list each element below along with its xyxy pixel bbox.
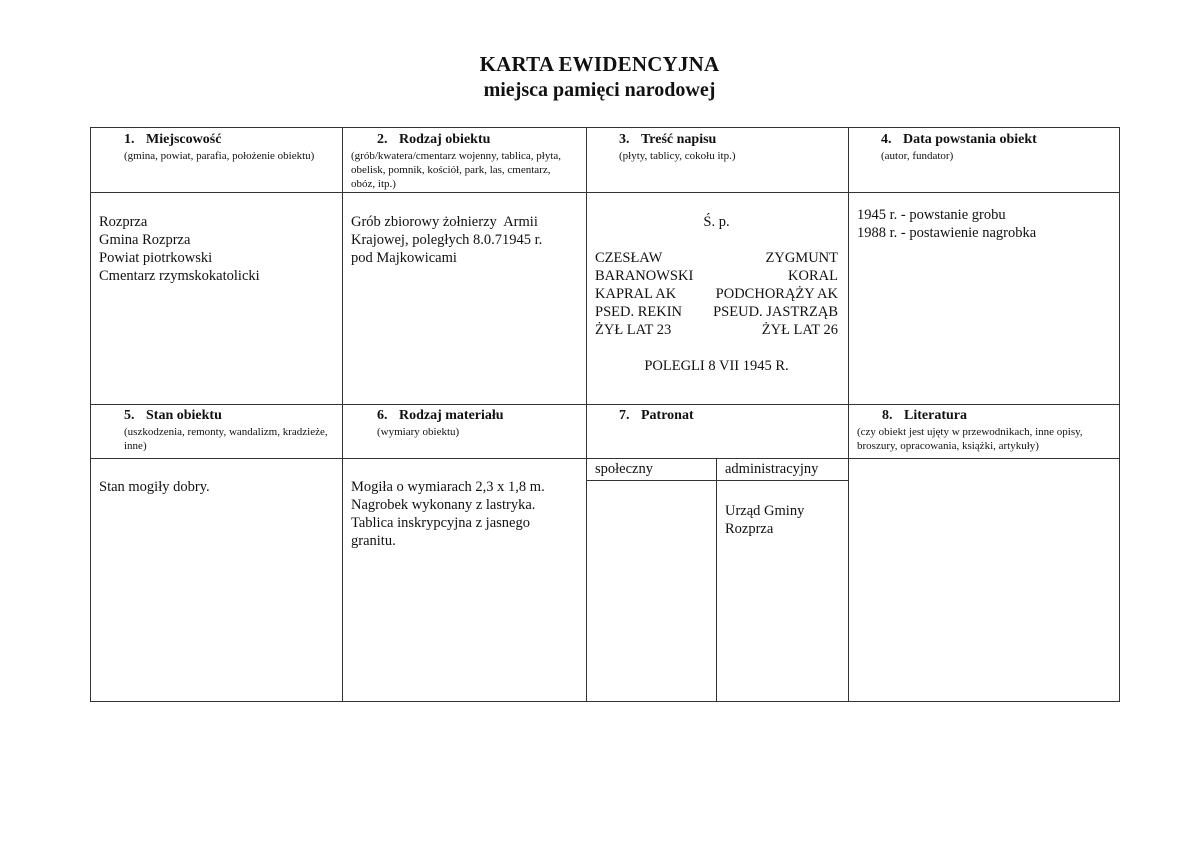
object-type-line: Grób zbiorowy żołnierzy Armii [351, 214, 538, 230]
header-subtitle: (autor, fundator) [881, 150, 954, 162]
header-material [343, 405, 586, 439]
inscription-left: KAPRAL AK [595, 286, 677, 302]
object-type-line: pod Majkowicami [351, 250, 457, 266]
header-literature [849, 405, 1119, 453]
condition-cell [91, 459, 342, 496]
material-line: Nagrobek wykonany z lastryka. [351, 497, 536, 513]
patronage-admin-label [717, 459, 848, 478]
header-title: Rodzaj obiektu [399, 132, 491, 147]
header-subtitle: (płyty, tablicy, cokołu itp.) [619, 150, 736, 162]
inscription-right: KORAL [788, 268, 838, 284]
header-title: Patronat [641, 408, 694, 423]
inscription-left: ŻYŁ LAT 23 [595, 322, 672, 338]
inscription-left: PSED. REKIN [595, 304, 683, 320]
inscription-left: CZESŁAW [595, 250, 663, 266]
inscription-right: ZYGMUNT [765, 250, 838, 266]
location-line: Powiat piotrkowski [99, 250, 213, 266]
patronage-admin-value [717, 481, 848, 538]
object-type-line: Krajowej, poległych 8.0.71945 r. [351, 232, 543, 248]
header-subtitle: (czy obiekt jest ujęty w przewodnikach, inne opisy, broszury, opracowania, książki, artykuły) [857, 426, 1083, 452]
condition-text: Stan mogiły dobry. [99, 479, 210, 495]
header-location [91, 128, 342, 163]
header-object-type [343, 128, 586, 191]
header-number: 4. [881, 132, 892, 147]
literature-cell [849, 459, 1119, 478]
admin-line: Urząd Gminy [725, 503, 805, 519]
material-line: Tablica inskrypcyjna z jasnego [351, 515, 530, 531]
location-line: Rozprza [99, 214, 148, 230]
header-subtitle: (wymiary obiektu) [377, 426, 460, 438]
inscription-row [595, 285, 838, 303]
header-title: Rodzaj materiału [399, 408, 504, 423]
page-subtitle: miejsca pamięci narodowej [483, 79, 716, 101]
inscription-row [595, 321, 838, 339]
inscription-row [595, 249, 838, 267]
header-title: Stan obiektu [146, 408, 222, 423]
header-inscription [587, 128, 848, 163]
header-number: 8. [882, 408, 893, 423]
header-title: Miejscowość [146, 132, 222, 147]
header-condition [91, 405, 342, 453]
header-title: Treść napisu [641, 132, 717, 147]
social-label: społeczny [595, 461, 653, 477]
creation-date-cell [849, 193, 1119, 242]
header-subtitle: (gmina, powiat, parafia, położenie obiektu) [124, 150, 315, 162]
header-title: Data powstania obiekt [903, 132, 1037, 147]
material-line: Mogiła o wymiarach 2,3 x 1,8 m. [351, 479, 545, 495]
header-creation-date [849, 128, 1119, 163]
header-number: 2. [377, 132, 388, 147]
date-line: 1988 r. - postawienie nagrobka [857, 225, 1037, 241]
inscription-heading: Ś. p. [703, 214, 730, 230]
location-cell [91, 193, 342, 285]
material-cell [343, 459, 586, 550]
admin-line: Rozprza [725, 521, 774, 537]
inscription-cell [587, 193, 848, 375]
page-title: KARTA EWIDENCYJNA [479, 52, 720, 76]
inscription-row [595, 267, 838, 285]
admin-label: administracyjny [725, 461, 819, 477]
header-subtitle: (grób/kwatera/cmentarz wojenny, tablica, płyta, obelisk, pomnik, kościół, park, las, cmentarz, obóz, itp.) [351, 150, 562, 190]
patronage-social-label [587, 459, 716, 478]
inscription-right: PSEUD. JASTRZĄB [713, 304, 838, 320]
header-title: Literatura [904, 408, 967, 423]
record-table [90, 127, 1120, 702]
header-number: 7. [619, 408, 630, 423]
date-line: 1945 r. - powstanie grobu [857, 207, 1006, 223]
material-line: granitu. [351, 533, 396, 549]
inscription-right: PODCHORĄŻY AK [715, 286, 838, 302]
header-number: 1. [124, 132, 135, 147]
header-subtitle: (uszkodzenia, remonty, wandalizm, kradzieże, inne) [124, 426, 328, 452]
location-line: Gmina Rozprza [99, 232, 191, 248]
inscription-row [595, 303, 838, 321]
location-line: Cmentarz rzymskokatolicki [99, 268, 260, 284]
header-number: 3. [619, 132, 630, 147]
object-type-cell [343, 193, 586, 267]
inscription-right: ŻYŁ LAT 26 [761, 322, 838, 338]
header-number: 5. [124, 408, 135, 423]
patronage-social-value [587, 481, 716, 499]
header-patronage [587, 405, 848, 424]
header-number: 6. [377, 408, 388, 423]
inscription-left: BARANOWSKI [595, 268, 694, 284]
inscription-footer: POLEGLI 8 VII 1945 R. [644, 358, 789, 374]
